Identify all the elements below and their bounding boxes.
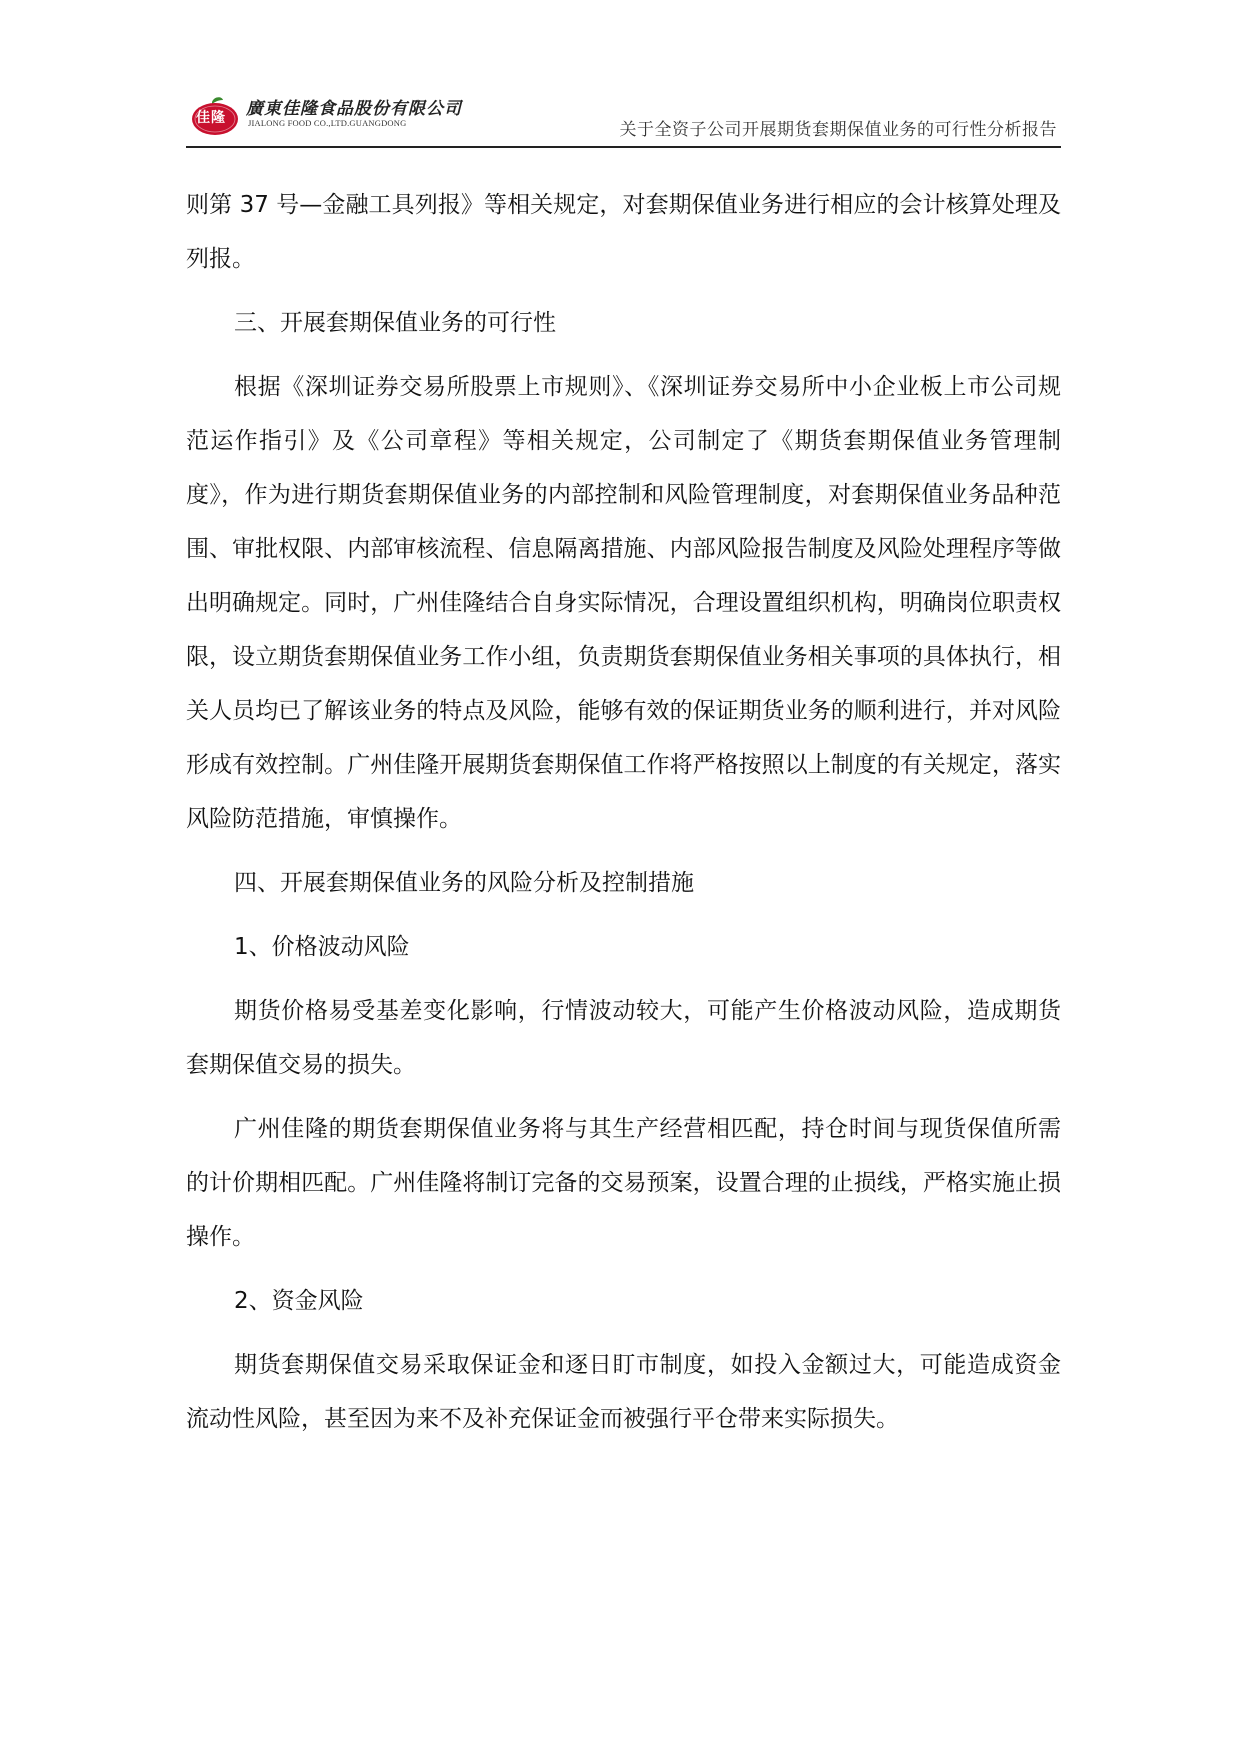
subheading-price-risk: 1、价格波动风险 <box>234 934 410 960</box>
paragraph-price-control: 广州佳隆的期货套期保值业务将与其生产经营相匹配，持仓时间与现货保值所需的计价期相匹配。广州佳隆将制订完备的交易预案，设置合理的止损线，严格实施止损操作。 <box>186 1116 1061 1250</box>
paragraph-capital-risk: 期货套期保值交易采取保证金和逐日盯市制度，如投入金额过大，可能造成资金流动性风险，甚至因为来不及补充保证金而被强行平仓带来实际损失。 <box>186 1352 1061 1432</box>
document-body <box>186 178 1061 1446</box>
company-logo <box>190 92 462 140</box>
paragraph-feasibility: 根据《深圳证券交易所股票上市规则》、《深圳证券交易所中小企业板上市公司规范运作指引》及《公司章程》等相关规定，公司制定了《期货套期保值业务管理制度》，作为进行期货套期保值业务的内部控制和风险管理制度，对套期保值业务品种范围、审批权限、内部审核流程、信息隔离措施、内部风险报告制度及风险处理程序等做出明确规定。同时，广州佳隆结合自身实际情况，合理设置组织机构，明确岗位职责权限，设立期货套期保值业务工作小组，负责期货套期保值业务相关事项的具体执行，相关人员均已了解该业务的特点及风险，能够有效的保证期货业务的顺利进行，并对风险形成有效控制。广州佳隆开展期货套期保值工作将严格按照以上制度的有关规定，落实风险防范措施，审慎操作。 <box>186 374 1061 832</box>
section-heading-feasibility: 三、开展套期保值业务的可行性 <box>234 310 556 336</box>
paragraph-price-risk: 期货价格易受基差变化影响，行情波动较大，可能产生价格波动风险，造成期货套期保值交易的损失。 <box>186 998 1061 1078</box>
page-header <box>186 86 1061 148</box>
company-name-en: JIALONG FOOD CO.,LTD.GUANGDONG <box>248 118 407 128</box>
subheading-capital-risk: 2、资金风险 <box>234 1288 364 1314</box>
company-name-cn: 廣東佳隆食品股份有限公司 <box>246 99 462 119</box>
section-heading-risk: 四、开展套期保值业务的风险分析及控制措施 <box>234 870 694 896</box>
logo-badge-text: 佳隆 <box>196 110 226 126</box>
report-title: 关于全资子公司开展期货套期保值业务的可行性分析报告 <box>619 120 1057 140</box>
paragraph-accounting: 则第 37 号—金融工具列报》等相关规定，对套期保值业务进行相应的会计核算处理及列报。 <box>186 192 1061 272</box>
